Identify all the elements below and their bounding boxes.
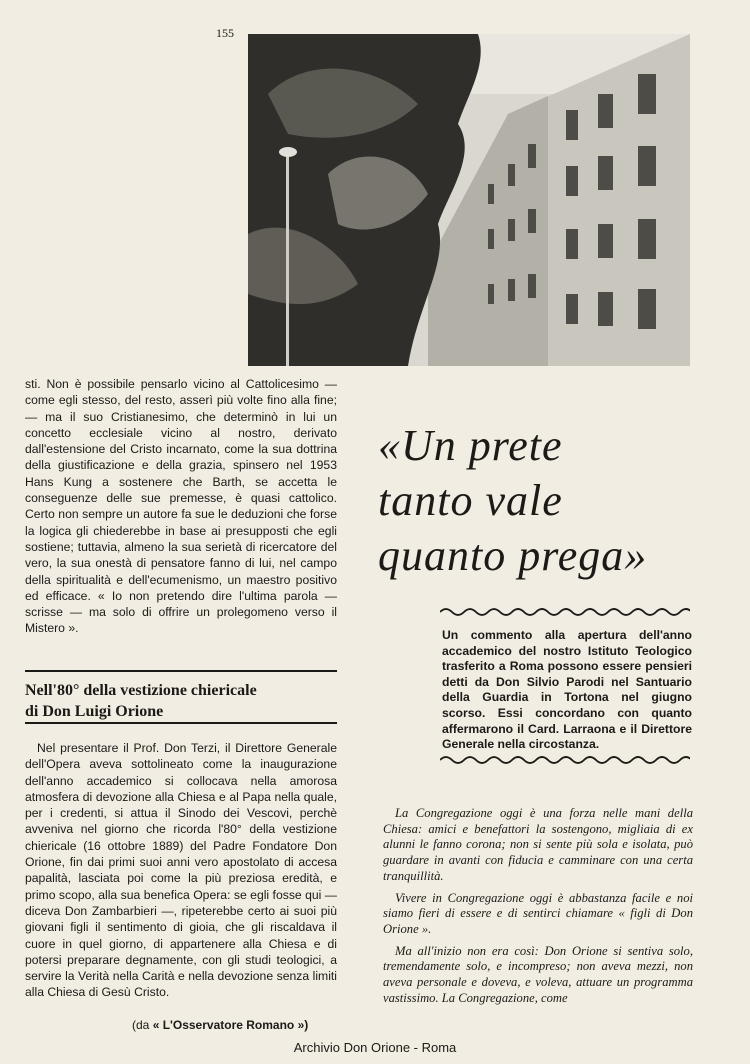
section-heading-line2: di Don Luigi Orione xyxy=(25,703,164,720)
section-heading-line1: Nell'80° della vestizione chiericale xyxy=(25,682,257,699)
left-column-article xyxy=(25,740,337,1001)
wavy-rule-bottom xyxy=(440,754,690,766)
source-prefix: (da xyxy=(132,1018,150,1032)
heading-bottom-rule xyxy=(25,722,337,724)
building-photo-icon xyxy=(248,34,690,366)
source-credit xyxy=(132,1018,308,1032)
right-paragraph-1: La Congregazione oggi è una forza nelle mani della Chiesa: amici e benefattori la sostengono, migliaia di ex alunni le fanno corona; non si sente più sola e isolata, può guardare in avanti con fiducia e camminare con una certa tranquillità. xyxy=(383,806,693,883)
right-paragraph-2: Vivere in Congregazione oggi è abbastanza facile e noi siamo fieri di essere e di sentirci chiamare « figli di Don Orione ». xyxy=(383,890,693,936)
wavy-rule-top xyxy=(440,606,690,618)
left-column-continuation xyxy=(25,376,337,637)
title-line3: quanto prega» xyxy=(378,531,648,580)
continuation-text: sti. Non è possibile pensarlo vicino al Cattolicesimo — come egli stesso, del resto, asserì più volte fino alla fine; — ma il suo Cristianesimo, che determinò in lui un concetto ecclesiale vicino al nostro, derivato dall'estensione del Cristo incarnato, come la sua dottrina della giustificazione e della grazia, spinsero nel 1953 Hans Kung a sostenere che Barth, se accetta le conseguenze delle sue premesse, è quasi cattolico. Certo non sempre un autore fa sue le deduzioni che forse la logica gli chiederebbe in base ai presupposti che egli sostiene; tuttavia, almeno la sua serietà di ricercatore del vero, la sua onestà di pensatore fanno di lui, nel campo della spiritualità e dell'ecumenismo, un maestro positivo ed efficace. « Io non pretendo dire l'ultima parola — scrisse — ma solo di offrire un prolegomeno verso il Mistero ». xyxy=(25,377,337,636)
page-number: 155 xyxy=(216,26,234,40)
section-heading xyxy=(25,680,337,722)
article-title xyxy=(378,418,718,583)
source-name: « L'Osservatore Romano ») xyxy=(152,1018,309,1032)
right-paragraph-3: Ma all'inizio non era così: Don Orione si sentiva solo, tremendamente solo, e incompreso; non aveva mezzi, non aveva personale e doveva, e voleva, attuare un programma vastissimo. La Congregazione, come xyxy=(383,943,693,1005)
title-line2: tanto vale xyxy=(378,476,563,525)
archive-footer: Archivio Don Orione - Roma xyxy=(293,1040,457,1055)
article-summary: Un commento alla apertura dell'anno accademico del nostro Istituto Teologico trasferito a Roma possono essere pensieri detti da Don Silvio Parodi nel Santuario della Guardia in Tortona nel giugno scorso. Essi concordano con quanto affermarono il Card. Larraona e il Direttore Generale nella circostanza. xyxy=(442,628,692,752)
heading-top-rule xyxy=(25,670,337,672)
article-paragraph: Nel presentare il Prof. Don Terzi, il Direttore Generale dell'Opera aveva sottolineato come la inaugurazione dell'anno accademico si collocava nella amorosa atmosfera di devozione alla Chiesa e al Papa nella quale, per i credenti, si attua il Sinodo dei Vescovi, perchè avveniva nel giorno che ricorda l'80° della vestizione chiericale (16 ottobre 1889) del Padre Fondatore Don Orione, fin dai primi suoi anni vero apostolato di accesa papalità, lasciata poi come la più preziosa eredità, e primo scopo, alla sua benefica Opera: se egli fosse qui — diceva Don Zambarbieri —, ripeterebbe certo ai suoi più giovani figli il sentimento di gioia, che gli riscaldava il cuore in quel giorno, di appartenere alla Chiesa e di potersi preparare degnamente, con gli studi teologici, a servire la Verità nella Carità e nella devozione senza limiti alla Chiesa di Gesù Cristo. xyxy=(25,741,337,1000)
building-photo xyxy=(248,34,690,366)
right-column xyxy=(383,806,693,1012)
title-line1: «Un prete xyxy=(378,421,563,470)
